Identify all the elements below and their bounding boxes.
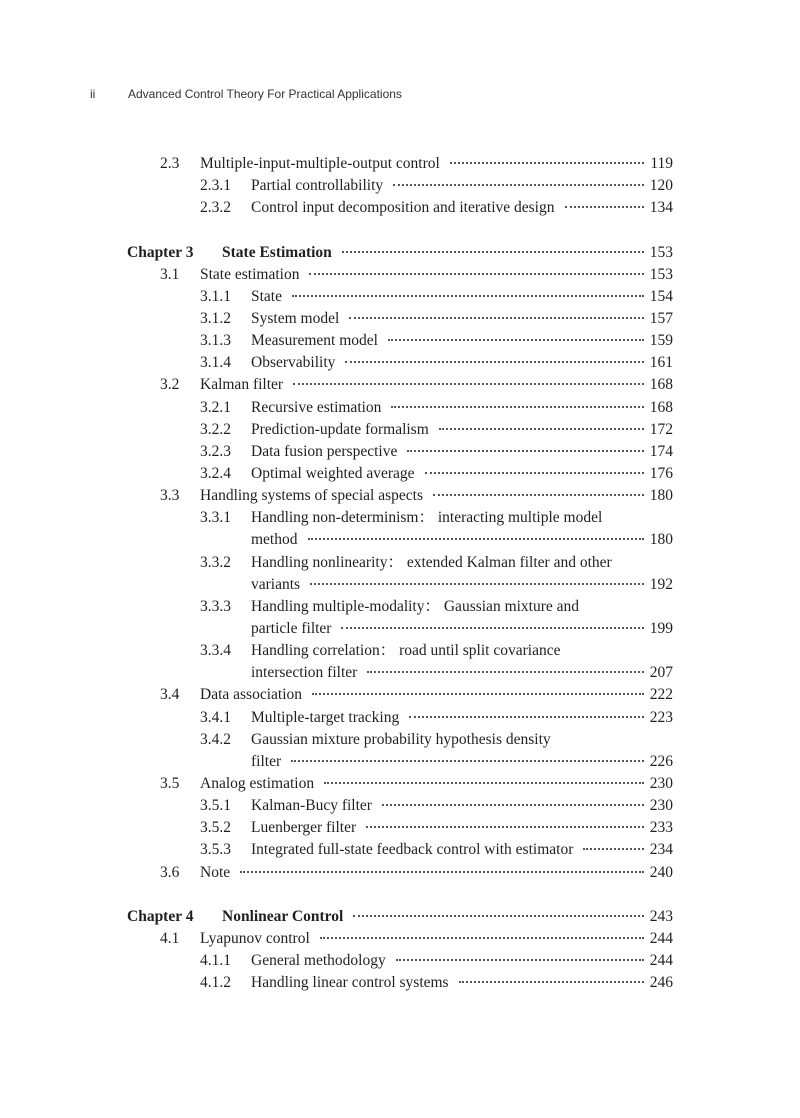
- entry-title: State Estimation: [222, 243, 332, 261]
- entry-title: Integrated full-state feedback control with estimator: [251, 841, 574, 859]
- entry-number: 2.3.1: [200, 177, 231, 195]
- entry-title: Measurement model: [251, 332, 378, 350]
- dot-leader: [439, 428, 644, 430]
- entry-title: Handling non-determinism： interacting multiple model: [251, 509, 603, 527]
- entry-page-number: 180: [649, 531, 673, 549]
- toc-entry-chapter[interactable]: [127, 906, 673, 928]
- entry-page-number: 243: [649, 907, 673, 925]
- entry-number: 3.1.4: [200, 354, 231, 372]
- toc-entry-subsection[interactable]: [127, 419, 673, 441]
- entry-title: Kalman filter: [200, 376, 284, 394]
- entry-title: Handling nonlinearity： extended Kalman filter and other: [251, 553, 612, 571]
- entry-title: Nonlinear Control: [222, 907, 344, 925]
- entry-title-continued: intersection filter: [251, 664, 358, 682]
- toc-line: [127, 374, 673, 396]
- toc-line: [127, 950, 673, 972]
- entry-number: 3.2.4: [200, 464, 231, 482]
- toc-line: [127, 839, 673, 861]
- dot-leader: [388, 339, 644, 341]
- entry-title: Control input decomposition and iterative design: [251, 199, 555, 217]
- toc-line: [127, 330, 673, 352]
- entry-title: Partial controllability: [251, 177, 384, 195]
- entry-title: Recursive estimation: [251, 398, 382, 416]
- toc-line: [127, 707, 673, 729]
- entry-page-number: 153: [649, 265, 673, 283]
- entry-title: Handling linear control systems: [251, 974, 449, 992]
- toc-line-continued: [127, 574, 673, 596]
- entry-page-number: 168: [649, 376, 673, 394]
- entry-page-number: 246: [649, 974, 673, 992]
- table-of-contents: [127, 153, 673, 994]
- toc-line: [127, 308, 673, 330]
- toc-entry-subsection[interactable]: [127, 707, 673, 729]
- page-number: ii: [90, 87, 96, 101]
- entry-number: 3.2.2: [200, 420, 231, 438]
- toc-line: [127, 463, 673, 485]
- entry-page-number: 176: [649, 464, 673, 482]
- entry-number: 3.3: [160, 487, 180, 505]
- toc-line: [127, 197, 673, 219]
- book-title: Advanced Control Theory For Practical Applications: [128, 87, 402, 101]
- toc-line: [127, 862, 673, 884]
- entry-page-number: 240: [649, 863, 673, 881]
- toc-line: [127, 596, 673, 618]
- toc-line: [127, 485, 673, 507]
- entry-page-number: 172: [649, 420, 673, 438]
- toc-entry-subsection[interactable]: [127, 441, 673, 463]
- entry-title: Prediction-update formalism: [251, 420, 429, 438]
- entry-number: 3.4: [160, 686, 180, 704]
- dot-leader: [393, 184, 644, 186]
- entry-title: System model: [251, 309, 340, 327]
- entry-title: Gaussian mixture probability hypothesis density: [251, 730, 551, 748]
- entry-title: Lyapunov control: [200, 929, 310, 947]
- dot-leader: [342, 251, 644, 253]
- entry-number: 3.2.3: [200, 442, 231, 460]
- dot-leader: [425, 472, 644, 474]
- toc-line-continued: [127, 662, 673, 684]
- entry-page-number: 192: [649, 575, 673, 593]
- entry-page-number: 222: [649, 686, 673, 704]
- toc-line: [127, 640, 673, 662]
- entry-number: 3.4.1: [200, 708, 231, 726]
- entry-title-continued: variants: [251, 575, 301, 593]
- toc-line-continued: [127, 751, 673, 773]
- dot-leader: [309, 273, 643, 275]
- toc-entry-section[interactable]: [127, 862, 673, 884]
- toc-entry-subsection[interactable]: [127, 729, 673, 773]
- toc-entry-section[interactable]: [127, 153, 673, 175]
- entry-number: 3.5.2: [200, 819, 231, 837]
- entry-number: 3.2.1: [200, 398, 231, 416]
- dot-leader: [396, 959, 644, 961]
- entry-title: Observability: [251, 354, 336, 372]
- toc-line: [127, 175, 673, 197]
- entry-page-number: 134: [649, 199, 673, 217]
- entry-page-number: 180: [649, 487, 673, 505]
- entry-number: 3.1.2: [200, 309, 231, 327]
- toc-line: [127, 795, 673, 817]
- toc-line: [127, 286, 673, 308]
- toc-entry-subsection[interactable]: [127, 308, 673, 330]
- entry-page-number: 168: [649, 398, 673, 416]
- entry-page-number: 154: [649, 287, 673, 305]
- dot-leader: [459, 981, 644, 983]
- toc-line: [127, 684, 673, 706]
- dot-leader: [450, 162, 645, 164]
- toc-line: [127, 419, 673, 441]
- toc-line: [127, 397, 673, 419]
- entry-title: Note: [200, 863, 231, 881]
- toc-line: [127, 817, 673, 839]
- dot-leader: [324, 782, 644, 784]
- dot-leader: [312, 693, 644, 695]
- entry-title: Luenberger filter: [251, 819, 357, 837]
- entry-page-number: 159: [649, 332, 673, 350]
- entry-number: 2.3: [160, 155, 180, 172]
- entry-number: 3.2: [160, 376, 180, 394]
- entry-page-number: 230: [649, 797, 673, 815]
- toc-entry-section[interactable]: [127, 773, 673, 795]
- dot-leader: [320, 937, 644, 939]
- entry-title: Data association: [200, 686, 303, 704]
- toc-entry-subsection[interactable]: [127, 197, 673, 219]
- dot-leader: [565, 206, 644, 208]
- entry-page-number: 244: [649, 952, 673, 970]
- toc-entry-subsection[interactable]: [127, 817, 673, 839]
- entry-title: Optimal weighted average: [251, 464, 415, 482]
- dot-leader: [353, 915, 643, 917]
- entry-page-number: 174: [649, 442, 673, 460]
- toc-entry-subsection[interactable]: [127, 175, 673, 197]
- entry-number: 3.5.3: [200, 841, 231, 859]
- toc-line-continued: [127, 529, 673, 551]
- entry-number: 3.3.2: [200, 553, 231, 571]
- toc-entry-subsection[interactable]: [127, 972, 673, 994]
- toc-entry-subsection[interactable]: [127, 596, 673, 640]
- entry-number: 3.1.3: [200, 332, 231, 350]
- toc-line: [127, 552, 673, 574]
- entry-page-number: 120: [649, 177, 673, 195]
- toc-entry-subsection[interactable]: [127, 352, 673, 374]
- toc-entry-subsection[interactable]: [127, 795, 673, 817]
- entry-page-number: 119: [650, 155, 673, 172]
- entry-number: 3.3.1: [200, 509, 231, 527]
- toc-entry-chapter[interactable]: [127, 242, 673, 264]
- toc-entry-section[interactable]: [127, 928, 673, 950]
- toc-line: [127, 972, 673, 994]
- toc-line: [127, 441, 673, 463]
- dot-leader: [308, 538, 644, 540]
- dot-leader: [292, 295, 644, 297]
- entry-number: 3.1: [160, 265, 180, 283]
- toc-line-continued: [127, 618, 673, 640]
- toc-line: [127, 928, 673, 950]
- entry-number: 4.1.1: [200, 952, 231, 970]
- toc-entry-subsection[interactable]: [127, 397, 673, 419]
- entry-page-number: 244: [649, 929, 673, 947]
- entry-title-continued: filter: [251, 752, 282, 770]
- dot-leader: [583, 848, 643, 850]
- toc-entry-subsection[interactable]: [127, 552, 673, 596]
- toc-entry-subsection[interactable]: [127, 950, 673, 972]
- entry-title: Analog estimation: [200, 774, 315, 792]
- toc-entry-section[interactable]: [127, 684, 673, 706]
- entry-title-continued: method: [251, 531, 298, 549]
- entry-number: 3.3.4: [200, 642, 231, 660]
- entry-title: Multiple-input-multiple-output control: [200, 155, 440, 172]
- entry-title: Handling systems of special aspects: [200, 487, 423, 505]
- dot-leader: [433, 494, 644, 496]
- entry-page-number: 207: [649, 664, 673, 682]
- toc-line: [127, 153, 673, 175]
- entry-title: Handling multiple-modality： Gaussian mixture and: [251, 597, 580, 615]
- entry-number: Chapter 4: [127, 907, 194, 925]
- entry-title: Multiple-target tracking: [251, 708, 400, 726]
- entry-number: 3.3.3: [200, 597, 231, 615]
- entry-page-number: 234: [649, 841, 673, 859]
- dot-leader: [382, 804, 644, 806]
- dot-leader: [240, 871, 644, 873]
- toc-entry-subsection[interactable]: [127, 286, 673, 308]
- dot-leader: [341, 627, 643, 629]
- toc-line: [127, 507, 673, 529]
- entry-title: Handling correlation： road until split covariance: [251, 642, 561, 660]
- toc-entry-subsection[interactable]: [127, 640, 673, 684]
- entry-number: 2.3.2: [200, 199, 231, 217]
- toc-entry-section[interactable]: [127, 485, 673, 507]
- entry-number: 3.5.1: [200, 797, 231, 815]
- dot-leader: [366, 826, 644, 828]
- entry-title: Data fusion perspective: [251, 442, 398, 460]
- entry-page-number: 226: [649, 752, 673, 770]
- toc-entry-subsection[interactable]: [127, 839, 673, 861]
- dot-leader: [310, 583, 644, 585]
- dot-leader: [409, 716, 644, 718]
- entry-page-number: 233: [649, 819, 673, 837]
- toc-line: [127, 264, 673, 286]
- dot-leader: [293, 383, 644, 385]
- entry-number: Chapter 3: [127, 243, 194, 261]
- toc-entry-section[interactable]: [127, 374, 673, 396]
- entry-title: State: [251, 287, 282, 305]
- entry-number: 3.6: [160, 863, 180, 881]
- running-header: [90, 87, 402, 101]
- toc-entry-subsection[interactable]: [127, 330, 673, 352]
- toc-line: [127, 906, 673, 928]
- entry-number: 3.4.2: [200, 730, 231, 748]
- dot-leader: [407, 450, 643, 452]
- entry-title: Kalman-Bucy filter: [251, 797, 372, 815]
- toc-line: [127, 729, 673, 751]
- entry-title: State estimation: [200, 265, 300, 283]
- toc-line: [127, 242, 673, 264]
- toc-entry-subsection[interactable]: [127, 507, 673, 551]
- toc-entry-subsection[interactable]: [127, 463, 673, 485]
- entry-number: 4.1: [160, 929, 180, 947]
- entry-number: 3.5: [160, 774, 180, 792]
- entry-page-number: 199: [649, 619, 673, 637]
- toc-line: [127, 773, 673, 795]
- dot-leader: [349, 317, 643, 319]
- entry-page-number: 161: [649, 354, 673, 372]
- entry-page-number: 153: [649, 243, 673, 261]
- entry-title: General methodology: [251, 952, 386, 970]
- entry-page-number: 230: [649, 774, 673, 792]
- entry-title-continued: particle filter: [251, 619, 332, 637]
- dot-leader: [291, 760, 644, 762]
- entry-page-number: 157: [649, 309, 673, 327]
- dot-leader: [391, 406, 643, 408]
- entry-page-number: 223: [649, 708, 673, 726]
- dot-leader: [367, 671, 643, 673]
- dot-leader: [345, 361, 643, 363]
- entry-number: 3.1.1: [200, 287, 231, 305]
- toc-line: [127, 352, 673, 374]
- entry-number: 4.1.2: [200, 974, 231, 992]
- toc-entry-section[interactable]: [127, 264, 673, 286]
